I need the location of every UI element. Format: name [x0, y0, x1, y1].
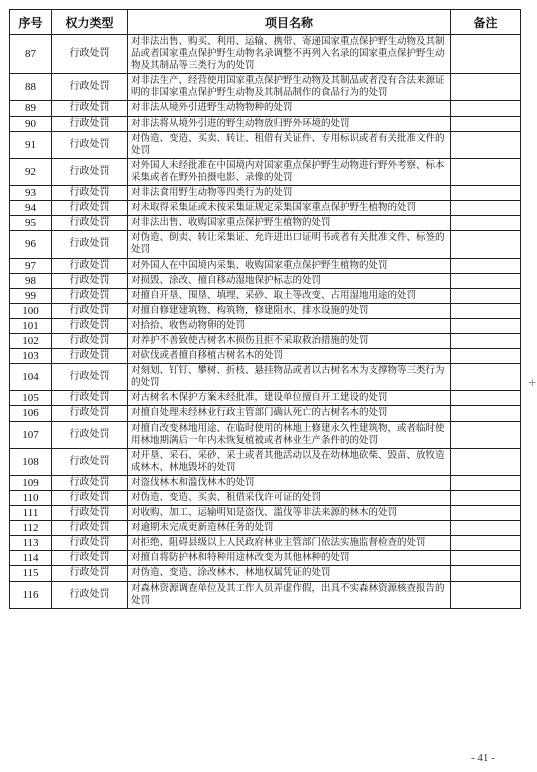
- serial-number-cell: 94: [10, 201, 52, 216]
- power-type-cell: 行政处罚: [52, 364, 128, 391]
- item-name-cell: 对养护不善致使古树名木损伤且拒不采取救治措施的处罚: [128, 333, 451, 348]
- header-item-name: 项目名称: [128, 10, 451, 35]
- table-row: [10, 391, 521, 406]
- item-name-cell: 对森林资源调查单位及其工作人员弄虚作假，出具不实森林资源核查报告的处罚: [128, 581, 451, 608]
- remarks-cell: [451, 581, 521, 608]
- power-type-cell: 行政处罚: [52, 258, 128, 273]
- remarks-cell: [451, 333, 521, 348]
- remarks-cell: [451, 303, 521, 318]
- item-name-cell: 对擅自开垦、围垦、填埋、采砂、取土等改变、占用湿地用途的处罚: [128, 288, 451, 303]
- power-type-cell: 行政处罚: [52, 186, 128, 201]
- table-row: [10, 186, 521, 201]
- power-type-cell: 行政处罚: [52, 116, 128, 131]
- item-name-cell: 对盗伐林木和滥伐林木的处罚: [128, 475, 451, 490]
- table-row: [10, 74, 521, 101]
- item-name-cell: 对外国人在中国境内采集、收购国家重点保护野生植物的处罚: [128, 258, 451, 273]
- table-row: [10, 333, 521, 348]
- table-row: [10, 201, 521, 216]
- table-row: [10, 581, 521, 608]
- remarks-cell: [451, 158, 521, 185]
- item-name-cell: 对伪造、变造、买卖、租借采伐许可证的处罚: [128, 491, 451, 506]
- remarks-cell: [451, 521, 521, 536]
- power-type-cell: 行政处罚: [52, 216, 128, 231]
- table-row: [10, 406, 521, 421]
- item-name-cell: 对伪造、变造、涂改林木、林地权属凭证的处罚: [128, 566, 451, 581]
- remarks-cell: [451, 74, 521, 101]
- power-type-cell: 行政处罚: [52, 288, 128, 303]
- remarks-cell: [451, 258, 521, 273]
- power-type-cell: 行政处罚: [52, 349, 128, 364]
- serial-number-cell: 103: [10, 349, 52, 364]
- serial-number-cell: 97: [10, 258, 52, 273]
- table-row: [10, 349, 521, 364]
- serial-number-cell: 116: [10, 581, 52, 608]
- item-name-cell: 对开垦、采石、采砂、采土或者其他活动以及在幼林地砍柴、毁苗、放牧造成林木、林地毁坏的处罚: [128, 448, 451, 475]
- item-name-cell: 对未取得采集证或未按采集证规定采集国家重点保护野生植物的处罚: [128, 201, 451, 216]
- remarks-cell: [451, 201, 521, 216]
- page-number: - 41 -: [471, 752, 495, 764]
- item-name-cell: 对非法出售、购买、利用、运输、携带、寄递国家重点保护野生动物及其制品或者国家重点保护野生动物名录调整不再列入名录的国家重点保护野生动物及其制品等三类行为的处罚: [128, 35, 451, 74]
- serial-number-cell: 90: [10, 116, 52, 131]
- power-type-cell: 行政处罚: [52, 491, 128, 506]
- remarks-cell: [451, 288, 521, 303]
- power-type-cell: 行政处罚: [52, 74, 128, 101]
- item-name-cell: 对砍伐或者擅自移植古树名木的处罚: [128, 349, 451, 364]
- power-type-cell: 行政处罚: [52, 303, 128, 318]
- table-body: [10, 35, 521, 609]
- power-type-cell: 行政处罚: [52, 536, 128, 551]
- table-row: [10, 536, 521, 551]
- item-name-cell: 对非法将从境外引进的野生动物放归野外环境的处罚: [128, 116, 451, 131]
- serial-number-cell: 113: [10, 536, 52, 551]
- power-type-cell: 行政处罚: [52, 158, 128, 185]
- serial-number-cell: 110: [10, 491, 52, 506]
- table-row: [10, 475, 521, 490]
- table-row: [10, 506, 521, 521]
- remarks-cell: [451, 364, 521, 391]
- remarks-cell: [451, 131, 521, 158]
- remarks-cell: [451, 273, 521, 288]
- item-name-cell: 对古树名木保护方案未经批准，建设单位擅自开工建设的处罚: [128, 391, 451, 406]
- serial-number-cell: 98: [10, 273, 52, 288]
- serial-number-cell: 101: [10, 318, 52, 333]
- item-name-cell: 对非法生产、经营使用国家重点保护野生动物及其制品或者没有合法来源证明的非国家重点保护野生动物及其制品制作的食品行为的处罚: [128, 74, 451, 101]
- table-row: [10, 566, 521, 581]
- remarks-cell: [451, 349, 521, 364]
- power-type-cell: 行政处罚: [52, 391, 128, 406]
- table-row: [10, 273, 521, 288]
- item-name-cell: 对非法食用野生动物等四类行为的处罚: [128, 186, 451, 201]
- serial-number-cell: 99: [10, 288, 52, 303]
- item-name-cell: 对擅自修建建筑物、构筑物，修建阻水、排水设施的处罚: [128, 303, 451, 318]
- power-type-cell: 行政处罚: [52, 273, 128, 288]
- serial-number-cell: 104: [10, 364, 52, 391]
- remarks-cell: [451, 186, 521, 201]
- serial-number-cell: 108: [10, 448, 52, 475]
- serial-number-cell: 92: [10, 158, 52, 185]
- serial-number-cell: 100: [10, 303, 52, 318]
- power-type-cell: 行政处罚: [52, 581, 128, 608]
- item-name-cell: 对拾拾、收售动物卵的处罚: [128, 318, 451, 333]
- table-row: [10, 158, 521, 185]
- item-name-cell: 对伪造、变造、买卖、转让、租借有关证件、专用标识或者有关批准文件的处罚: [128, 131, 451, 158]
- power-type-cell: 行政处罚: [52, 551, 128, 566]
- header-serial-number: 序号: [10, 10, 52, 35]
- power-type-cell: 行政处罚: [52, 201, 128, 216]
- serial-number-cell: 105: [10, 391, 52, 406]
- remarks-cell: [451, 566, 521, 581]
- table-row: [10, 116, 521, 131]
- power-type-cell: 行政处罚: [52, 101, 128, 116]
- serial-number-cell: 115: [10, 566, 52, 581]
- serial-number-cell: 87: [10, 35, 52, 74]
- serial-number-cell: 89: [10, 101, 52, 116]
- remarks-cell: [451, 491, 521, 506]
- remarks-cell: [451, 536, 521, 551]
- table-row: [10, 101, 521, 116]
- power-type-cell: 行政处罚: [52, 521, 128, 536]
- table-row: [10, 491, 521, 506]
- serial-number-cell: 111: [10, 506, 52, 521]
- remarks-cell: [451, 231, 521, 258]
- remarks-cell: [451, 406, 521, 421]
- item-name-cell: 对伪造、倒卖、转让采集证、允许进出口证明书或者有关批准文件、标签的处罚: [128, 231, 451, 258]
- table-row: [10, 551, 521, 566]
- serial-number-cell: 114: [10, 551, 52, 566]
- serial-number-cell: 95: [10, 216, 52, 231]
- power-type-cell: 行政处罚: [52, 506, 128, 521]
- item-name-cell: 对逾期未完成更新造林任务的处罚: [128, 521, 451, 536]
- remarks-cell: [451, 116, 521, 131]
- item-name-cell: 对外国人未经批准在中国境内对国家重点保护野生动物进行野外考察、标本采集或者在野外拍摄电影、录像的处罚: [128, 158, 451, 185]
- table-row: [10, 288, 521, 303]
- serial-number-cell: 102: [10, 333, 52, 348]
- power-type-cell: 行政处罚: [52, 421, 128, 448]
- item-name-cell: 对擅自将防护林和特种用途林改变为其他林种的处罚: [128, 551, 451, 566]
- table-row: [10, 364, 521, 391]
- table-row: [10, 421, 521, 448]
- table-row: [10, 35, 521, 74]
- table-row: [10, 521, 521, 536]
- table-row: [10, 216, 521, 231]
- remarks-cell: [451, 391, 521, 406]
- serial-number-cell: 91: [10, 131, 52, 158]
- serial-number-cell: 106: [10, 406, 52, 421]
- item-name-cell: 对非法从境外引进野生动物物种的处罚: [128, 101, 451, 116]
- remarks-cell: [451, 506, 521, 521]
- table-row: [10, 131, 521, 158]
- power-type-cell: 行政处罚: [52, 35, 128, 74]
- power-type-cell: 行政处罚: [52, 318, 128, 333]
- power-type-cell: 行政处罚: [52, 566, 128, 581]
- serial-number-cell: 107: [10, 421, 52, 448]
- table-row: [10, 231, 521, 258]
- item-name-cell: 对擅自改变林地用途、在临时使用的林地上修建永久性建筑物，或者临时使用林地期满后一年内未恢复植被或者林业生产条件的的处罚: [128, 421, 451, 448]
- power-type-cell: 行政处罚: [52, 131, 128, 158]
- power-list-table: [9, 9, 521, 609]
- power-type-cell: 行政处罚: [52, 406, 128, 421]
- serial-number-cell: 88: [10, 74, 52, 101]
- remarks-cell: [451, 421, 521, 448]
- item-name-cell: 对收购、加工、运输明知是盗伐、滥伐等非法来源的林木的处罚: [128, 506, 451, 521]
- remarks-cell: [451, 318, 521, 333]
- table-row: [10, 258, 521, 273]
- item-name-cell: 对拒绝、阻碍县级以上人民政府林业主管部门依法实施监督检查的处罚: [128, 536, 451, 551]
- power-list-table-container: [9, 9, 520, 609]
- item-name-cell: 对擅自处理未经林业行政主管部门确认死亡的古树名木的处罚: [128, 406, 451, 421]
- table-row: [10, 448, 521, 475]
- serial-number-cell: 112: [10, 521, 52, 536]
- margin-plus-mark: +: [527, 376, 537, 389]
- remarks-cell: [451, 551, 521, 566]
- item-name-cell: 对损毁、涂改、擅自移动湿地保护标志的处罚: [128, 273, 451, 288]
- power-type-cell: 行政处罚: [52, 231, 128, 258]
- remarks-cell: [451, 216, 521, 231]
- header-power-type: 权力类型: [52, 10, 128, 35]
- remarks-cell: [451, 475, 521, 490]
- serial-number-cell: 96: [10, 231, 52, 258]
- serial-number-cell: 93: [10, 186, 52, 201]
- power-type-cell: 行政处罚: [52, 475, 128, 490]
- table-row: [10, 318, 521, 333]
- table-row: [10, 303, 521, 318]
- table-header-row: [10, 10, 521, 35]
- remarks-cell: [451, 101, 521, 116]
- power-type-cell: 行政处罚: [52, 448, 128, 475]
- serial-number-cell: 109: [10, 475, 52, 490]
- power-type-cell: 行政处罚: [52, 333, 128, 348]
- header-remarks: 备注: [451, 10, 521, 35]
- item-name-cell: 对刻划、钉钉、攀树、折枝、悬挂物品或者以古树名木为支撑物等三类行为的处罚: [128, 364, 451, 391]
- item-name-cell: 对非法出售、收购国家重点保护野生植物的处罚: [128, 216, 451, 231]
- remarks-cell: [451, 448, 521, 475]
- remarks-cell: [451, 35, 521, 74]
